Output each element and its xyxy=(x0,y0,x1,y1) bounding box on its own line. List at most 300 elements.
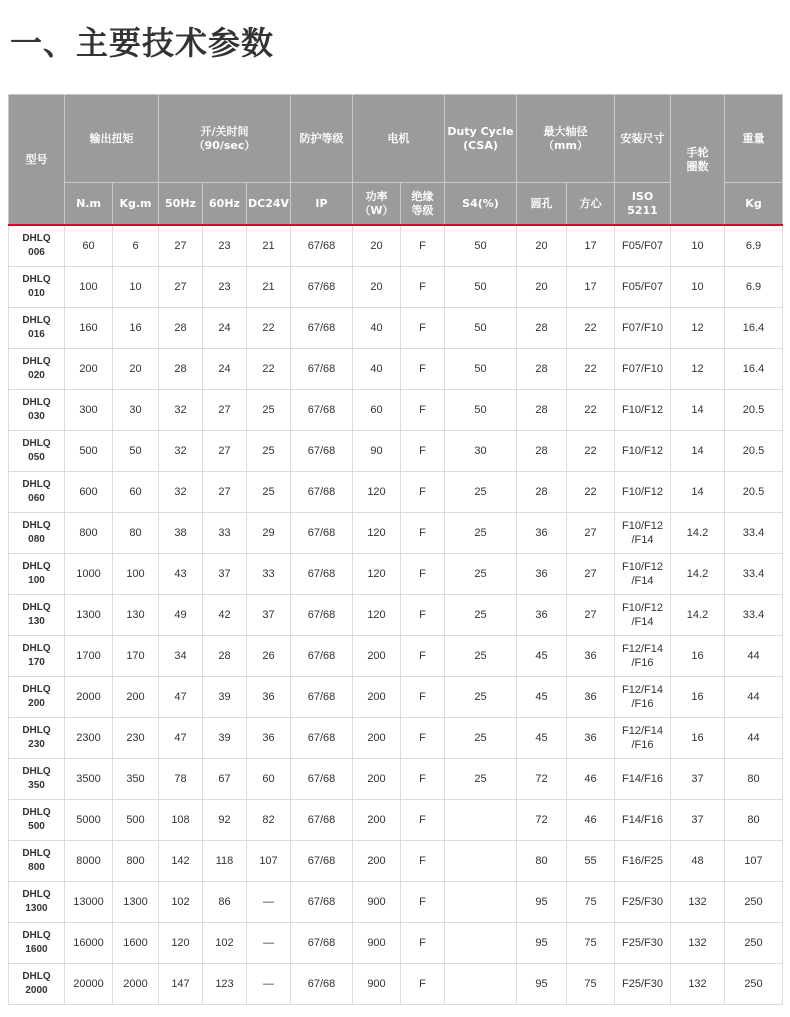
table-row xyxy=(9,923,783,964)
cell-torque-kgm: 170 xyxy=(113,636,159,677)
cell-time-60hz: 37 xyxy=(203,554,247,595)
cell-insulation: F xyxy=(401,964,445,1005)
cell-handwheel: 48 xyxy=(671,841,725,882)
cell-shaft-round: 72 xyxy=(517,759,567,800)
cell-time-dc24v: 36 xyxy=(247,718,291,759)
header-insulation: 绝缘 等级 xyxy=(401,183,445,226)
cell-time-dc24v: — xyxy=(247,923,291,964)
cell-duty-s4: 30 xyxy=(445,431,517,472)
cell-insulation: F xyxy=(401,841,445,882)
cell-shaft-square: 55 xyxy=(567,841,615,882)
cell-shaft-square: 75 xyxy=(567,964,615,1005)
cell-time-60hz: 118 xyxy=(203,841,247,882)
cell-shaft-square: 36 xyxy=(567,677,615,718)
table-row xyxy=(9,267,783,308)
cell-duty-s4: 25 xyxy=(445,595,517,636)
cell-insulation: F xyxy=(401,472,445,513)
table-row xyxy=(9,513,783,554)
cell-power: 900 xyxy=(353,923,401,964)
cell-model: DHLQ 010 xyxy=(9,267,65,308)
cell-time-dc24v: 21 xyxy=(247,225,291,267)
cell-torque-nm: 300 xyxy=(65,390,113,431)
cell-shaft-square: 22 xyxy=(567,431,615,472)
cell-time-dc24v: — xyxy=(247,964,291,1005)
cell-time-dc24v: 21 xyxy=(247,267,291,308)
cell-model: DHLQ 020 xyxy=(9,349,65,390)
cell-time-dc24v: 82 xyxy=(247,800,291,841)
cell-model: DHLQ 2000 xyxy=(9,964,65,1005)
cell-mount-iso: F25/F30 xyxy=(615,882,671,923)
cell-duty-s4: 50 xyxy=(445,225,517,267)
cell-torque-kgm: 2000 xyxy=(113,964,159,1005)
cell-duty-s4: 50 xyxy=(445,267,517,308)
cell-time-dc24v: 60 xyxy=(247,759,291,800)
cell-mount-iso: F07/F10 xyxy=(615,349,671,390)
cell-shaft-square: 17 xyxy=(567,267,615,308)
cell-shaft-round: 28 xyxy=(517,349,567,390)
cell-time-50hz: 27 xyxy=(159,225,203,267)
cell-torque-nm: 8000 xyxy=(65,841,113,882)
cell-duty-s4: 25 xyxy=(445,636,517,677)
cell-time-50hz: 27 xyxy=(159,267,203,308)
cell-torque-kgm: 20 xyxy=(113,349,159,390)
cell-shaft-round: 20 xyxy=(517,225,567,267)
cell-mount-iso: F10/F12 /F14 xyxy=(615,554,671,595)
header-time: 开/关时间 （90/sec） xyxy=(159,95,291,183)
cell-time-dc24v: — xyxy=(247,882,291,923)
cell-handwheel: 10 xyxy=(671,267,725,308)
table-row xyxy=(9,800,783,841)
cell-insulation: F xyxy=(401,636,445,677)
cell-ip: 67/68 xyxy=(291,431,353,472)
cell-time-60hz: 27 xyxy=(203,472,247,513)
cell-shaft-round: 28 xyxy=(517,472,567,513)
cell-torque-nm: 3500 xyxy=(65,759,113,800)
cell-power: 120 xyxy=(353,472,401,513)
cell-weight: 16.4 xyxy=(725,349,783,390)
cell-time-50hz: 102 xyxy=(159,882,203,923)
cell-handwheel: 14.2 xyxy=(671,595,725,636)
cell-ip: 67/68 xyxy=(291,554,353,595)
cell-shaft-square: 27 xyxy=(567,554,615,595)
cell-ip: 67/68 xyxy=(291,636,353,677)
cell-handwheel: 37 xyxy=(671,800,725,841)
cell-time-dc24v: 37 xyxy=(247,595,291,636)
cell-shaft-round: 45 xyxy=(517,636,567,677)
cell-torque-nm: 600 xyxy=(65,472,113,513)
table-row xyxy=(9,595,783,636)
header-torque-nm: N.m xyxy=(65,183,113,226)
cell-time-60hz: 28 xyxy=(203,636,247,677)
cell-time-dc24v: 36 xyxy=(247,677,291,718)
cell-shaft-round: 72 xyxy=(517,800,567,841)
cell-weight: 16.4 xyxy=(725,308,783,349)
header-duty: Duty Cycle (CSA) xyxy=(445,95,517,183)
cell-power: 120 xyxy=(353,554,401,595)
cell-time-50hz: 47 xyxy=(159,677,203,718)
cell-time-60hz: 86 xyxy=(203,882,247,923)
cell-handwheel: 10 xyxy=(671,225,725,267)
cell-torque-nm: 1700 xyxy=(65,636,113,677)
cell-time-50hz: 147 xyxy=(159,964,203,1005)
cell-model: DHLQ 1300 xyxy=(9,882,65,923)
cell-handwheel: 14.2 xyxy=(671,513,725,554)
cell-torque-kgm: 500 xyxy=(113,800,159,841)
cell-weight: 33.4 xyxy=(725,595,783,636)
header-50hz: 50Hz xyxy=(159,183,203,226)
cell-shaft-square: 36 xyxy=(567,718,615,759)
cell-time-60hz: 42 xyxy=(203,595,247,636)
cell-insulation: F xyxy=(401,431,445,472)
header-motor: 电机 xyxy=(353,95,445,183)
cell-insulation: F xyxy=(401,225,445,267)
header-iso: ISO 5211 xyxy=(615,183,671,226)
cell-ip: 67/68 xyxy=(291,841,353,882)
cell-torque-nm: 1000 xyxy=(65,554,113,595)
cell-torque-nm: 5000 xyxy=(65,800,113,841)
header-handwheel: 手轮 圈数 xyxy=(671,95,725,226)
cell-torque-kgm: 230 xyxy=(113,718,159,759)
cell-model: DHLQ 1600 xyxy=(9,923,65,964)
cell-time-50hz: 49 xyxy=(159,595,203,636)
cell-handwheel: 14.2 xyxy=(671,554,725,595)
cell-duty-s4: 50 xyxy=(445,308,517,349)
cell-time-60hz: 24 xyxy=(203,308,247,349)
table-row xyxy=(9,964,783,1005)
table-row xyxy=(9,677,783,718)
cell-power: 90 xyxy=(353,431,401,472)
cell-time-50hz: 47 xyxy=(159,718,203,759)
cell-handwheel: 14 xyxy=(671,390,725,431)
cell-torque-kgm: 30 xyxy=(113,390,159,431)
header-round-hole: 圆孔 xyxy=(517,183,567,226)
cell-handwheel: 16 xyxy=(671,718,725,759)
cell-time-60hz: 27 xyxy=(203,390,247,431)
cell-torque-kgm: 200 xyxy=(113,677,159,718)
cell-torque-nm: 2000 xyxy=(65,677,113,718)
cell-ip: 67/68 xyxy=(291,267,353,308)
header-weight: 重量 xyxy=(725,95,783,183)
table-row xyxy=(9,308,783,349)
cell-insulation: F xyxy=(401,759,445,800)
cell-duty-s4 xyxy=(445,800,517,841)
cell-insulation: F xyxy=(401,882,445,923)
cell-mount-iso: F10/F12 xyxy=(615,472,671,513)
cell-power: 120 xyxy=(353,595,401,636)
cell-time-60hz: 23 xyxy=(203,225,247,267)
cell-time-50hz: 108 xyxy=(159,800,203,841)
cell-time-50hz: 78 xyxy=(159,759,203,800)
table-row xyxy=(9,390,783,431)
cell-shaft-round: 95 xyxy=(517,964,567,1005)
cell-weight: 33.4 xyxy=(725,513,783,554)
cell-time-dc24v: 26 xyxy=(247,636,291,677)
cell-time-60hz: 33 xyxy=(203,513,247,554)
cell-time-60hz: 39 xyxy=(203,718,247,759)
cell-shaft-square: 22 xyxy=(567,308,615,349)
cell-torque-nm: 16000 xyxy=(65,923,113,964)
cell-mount-iso: F14/F16 xyxy=(615,800,671,841)
cell-insulation: F xyxy=(401,677,445,718)
cell-shaft-square: 27 xyxy=(567,513,615,554)
cell-handwheel: 16 xyxy=(671,636,725,677)
cell-model: DHLQ 350 xyxy=(9,759,65,800)
cell-insulation: F xyxy=(401,308,445,349)
cell-model: DHLQ 130 xyxy=(9,595,65,636)
cell-handwheel: 12 xyxy=(671,349,725,390)
cell-handwheel: 132 xyxy=(671,964,725,1005)
cell-time-50hz: 32 xyxy=(159,390,203,431)
cell-shaft-round: 28 xyxy=(517,431,567,472)
cell-ip: 67/68 xyxy=(291,677,353,718)
header-kg: Kg xyxy=(725,183,783,226)
cell-power: 40 xyxy=(353,308,401,349)
header-power: 功率 （W） xyxy=(353,183,401,226)
table-row xyxy=(9,431,783,472)
cell-ip: 67/68 xyxy=(291,759,353,800)
table-row xyxy=(9,882,783,923)
cell-power: 900 xyxy=(353,882,401,923)
cell-torque-kgm: 1600 xyxy=(113,923,159,964)
cell-shaft-round: 80 xyxy=(517,841,567,882)
cell-ip: 67/68 xyxy=(291,349,353,390)
cell-ip: 67/68 xyxy=(291,513,353,554)
cell-torque-kgm: 6 xyxy=(113,225,159,267)
cell-shaft-square: 36 xyxy=(567,636,615,677)
cell-weight: 44 xyxy=(725,718,783,759)
cell-time-50hz: 32 xyxy=(159,431,203,472)
cell-duty-s4: 25 xyxy=(445,472,517,513)
cell-time-dc24v: 107 xyxy=(247,841,291,882)
cell-power: 200 xyxy=(353,677,401,718)
cell-model: DHLQ 050 xyxy=(9,431,65,472)
cell-model: DHLQ 200 xyxy=(9,677,65,718)
cell-torque-kgm: 350 xyxy=(113,759,159,800)
cell-handwheel: 14 xyxy=(671,431,725,472)
cell-mount-iso: F14/F16 xyxy=(615,759,671,800)
cell-duty-s4: 25 xyxy=(445,554,517,595)
cell-shaft-round: 28 xyxy=(517,308,567,349)
cell-time-50hz: 32 xyxy=(159,472,203,513)
table-row xyxy=(9,225,783,267)
cell-insulation: F xyxy=(401,390,445,431)
cell-ip: 67/68 xyxy=(291,964,353,1005)
cell-torque-kgm: 16 xyxy=(113,308,159,349)
cell-shaft-round: 95 xyxy=(517,882,567,923)
cell-torque-nm: 200 xyxy=(65,349,113,390)
cell-mount-iso: F10/F12 /F14 xyxy=(615,595,671,636)
cell-model: DHLQ 080 xyxy=(9,513,65,554)
cell-handwheel: 16 xyxy=(671,677,725,718)
cell-torque-kgm: 130 xyxy=(113,595,159,636)
cell-insulation: F xyxy=(401,923,445,964)
cell-shaft-square: 75 xyxy=(567,882,615,923)
cell-weight: 20.5 xyxy=(725,390,783,431)
cell-weight: 6.9 xyxy=(725,225,783,267)
cell-torque-nm: 2300 xyxy=(65,718,113,759)
cell-power: 200 xyxy=(353,800,401,841)
cell-time-dc24v: 25 xyxy=(247,390,291,431)
cell-torque-nm: 100 xyxy=(65,267,113,308)
header-60hz: 60Hz xyxy=(203,183,247,226)
table-row xyxy=(9,472,783,513)
cell-torque-nm: 500 xyxy=(65,431,113,472)
cell-mount-iso: F10/F12 /F14 xyxy=(615,513,671,554)
cell-weight: 6.9 xyxy=(725,267,783,308)
cell-time-60hz: 23 xyxy=(203,267,247,308)
cell-mount-iso: F05/F07 xyxy=(615,267,671,308)
cell-mount-iso: F07/F10 xyxy=(615,308,671,349)
cell-handwheel: 132 xyxy=(671,882,725,923)
cell-torque-nm: 60 xyxy=(65,225,113,267)
cell-weight: 107 xyxy=(725,841,783,882)
cell-weight: 80 xyxy=(725,800,783,841)
cell-weight: 80 xyxy=(725,759,783,800)
cell-torque-kgm: 50 xyxy=(113,431,159,472)
cell-shaft-round: 36 xyxy=(517,513,567,554)
cell-insulation: F xyxy=(401,718,445,759)
header-torque-kgm: Kg.m xyxy=(113,183,159,226)
cell-model: DHLQ 230 xyxy=(9,718,65,759)
cell-ip: 67/68 xyxy=(291,718,353,759)
cell-insulation: F xyxy=(401,554,445,595)
table-row xyxy=(9,554,783,595)
cell-shaft-square: 22 xyxy=(567,349,615,390)
page-title: 一、主要技术参数 xyxy=(10,24,275,62)
cell-torque-nm: 800 xyxy=(65,513,113,554)
cell-time-50hz: 43 xyxy=(159,554,203,595)
cell-torque-nm: 13000 xyxy=(65,882,113,923)
cell-duty-s4: 50 xyxy=(445,349,517,390)
cell-weight: 250 xyxy=(725,882,783,923)
cell-torque-nm: 160 xyxy=(65,308,113,349)
cell-ip: 67/68 xyxy=(291,308,353,349)
header-s4: S4(%) xyxy=(445,183,517,226)
cell-power: 200 xyxy=(353,636,401,677)
cell-handwheel: 37 xyxy=(671,759,725,800)
cell-model: DHLQ 100 xyxy=(9,554,65,595)
cell-duty-s4 xyxy=(445,882,517,923)
cell-power: 120 xyxy=(353,513,401,554)
cell-time-dc24v: 22 xyxy=(247,308,291,349)
cell-power: 60 xyxy=(353,390,401,431)
cell-shaft-round: 95 xyxy=(517,923,567,964)
cell-power: 20 xyxy=(353,267,401,308)
cell-ip: 67/68 xyxy=(291,923,353,964)
cell-duty-s4: 25 xyxy=(445,718,517,759)
header-protection: 防护等级 xyxy=(291,95,353,183)
cell-ip: 67/68 xyxy=(291,472,353,513)
cell-time-dc24v: 25 xyxy=(247,472,291,513)
cell-mount-iso: F25/F30 xyxy=(615,923,671,964)
cell-weight: 20.5 xyxy=(725,472,783,513)
cell-time-50hz: 38 xyxy=(159,513,203,554)
cell-shaft-round: 45 xyxy=(517,718,567,759)
header-torque: 输出扭矩 xyxy=(65,95,159,183)
cell-shaft-square: 17 xyxy=(567,225,615,267)
cell-mount-iso: F12/F14 /F16 xyxy=(615,636,671,677)
cell-time-60hz: 102 xyxy=(203,923,247,964)
cell-ip: 67/68 xyxy=(291,225,353,267)
cell-mount-iso: F16/F25 xyxy=(615,841,671,882)
cell-power: 900 xyxy=(353,964,401,1005)
cell-torque-kgm: 10 xyxy=(113,267,159,308)
table-row xyxy=(9,759,783,800)
cell-time-60hz: 24 xyxy=(203,349,247,390)
cell-duty-s4: 25 xyxy=(445,513,517,554)
cell-shaft-round: 28 xyxy=(517,390,567,431)
cell-time-50hz: 34 xyxy=(159,636,203,677)
cell-torque-nm: 1300 xyxy=(65,595,113,636)
cell-ip: 67/68 xyxy=(291,390,353,431)
cell-mount-iso: F10/F12 xyxy=(615,390,671,431)
cell-model: DHLQ 500 xyxy=(9,800,65,841)
cell-mount-iso: F25/F30 xyxy=(615,964,671,1005)
cell-duty-s4 xyxy=(445,923,517,964)
cell-handwheel: 12 xyxy=(671,308,725,349)
cell-insulation: F xyxy=(401,800,445,841)
cell-model: DHLQ 030 xyxy=(9,390,65,431)
cell-shaft-square: 46 xyxy=(567,800,615,841)
cell-time-60hz: 67 xyxy=(203,759,247,800)
cell-handwheel: 132 xyxy=(671,923,725,964)
cell-shaft-round: 36 xyxy=(517,554,567,595)
cell-insulation: F xyxy=(401,513,445,554)
cell-duty-s4: 50 xyxy=(445,390,517,431)
table-row xyxy=(9,718,783,759)
cell-shaft-square: 46 xyxy=(567,759,615,800)
cell-duty-s4 xyxy=(445,841,517,882)
cell-shaft-square: 22 xyxy=(567,390,615,431)
spec-table xyxy=(8,94,783,1005)
table-row xyxy=(9,841,783,882)
table-row xyxy=(9,349,783,390)
cell-shaft-square: 75 xyxy=(567,923,615,964)
cell-weight: 44 xyxy=(725,636,783,677)
cell-time-50hz: 142 xyxy=(159,841,203,882)
cell-time-60hz: 39 xyxy=(203,677,247,718)
cell-mount-iso: F05/F07 xyxy=(615,225,671,267)
cell-insulation: F xyxy=(401,349,445,390)
table-row xyxy=(9,636,783,677)
cell-time-50hz: 28 xyxy=(159,308,203,349)
cell-torque-kgm: 80 xyxy=(113,513,159,554)
cell-shaft-square: 27 xyxy=(567,595,615,636)
cell-power: 200 xyxy=(353,718,401,759)
cell-weight: 20.5 xyxy=(725,431,783,472)
cell-duty-s4: 25 xyxy=(445,677,517,718)
cell-insulation: F xyxy=(401,267,445,308)
cell-mount-iso: F12/F14 /F16 xyxy=(615,677,671,718)
cell-time-dc24v: 29 xyxy=(247,513,291,554)
cell-power: 40 xyxy=(353,349,401,390)
cell-shaft-round: 45 xyxy=(517,677,567,718)
cell-shaft-round: 20 xyxy=(517,267,567,308)
cell-ip: 67/68 xyxy=(291,595,353,636)
cell-time-60hz: 123 xyxy=(203,964,247,1005)
cell-handwheel: 14 xyxy=(671,472,725,513)
cell-power: 20 xyxy=(353,225,401,267)
cell-weight: 250 xyxy=(725,923,783,964)
header-shaft: 最大轴径 （mm） xyxy=(517,95,615,183)
cell-model: DHLQ 016 xyxy=(9,308,65,349)
header-mount: 安装尺寸 xyxy=(615,95,671,183)
cell-ip: 67/68 xyxy=(291,800,353,841)
cell-time-dc24v: 22 xyxy=(247,349,291,390)
cell-model: DHLQ 800 xyxy=(9,841,65,882)
cell-power: 200 xyxy=(353,759,401,800)
cell-ip: 67/68 xyxy=(291,882,353,923)
